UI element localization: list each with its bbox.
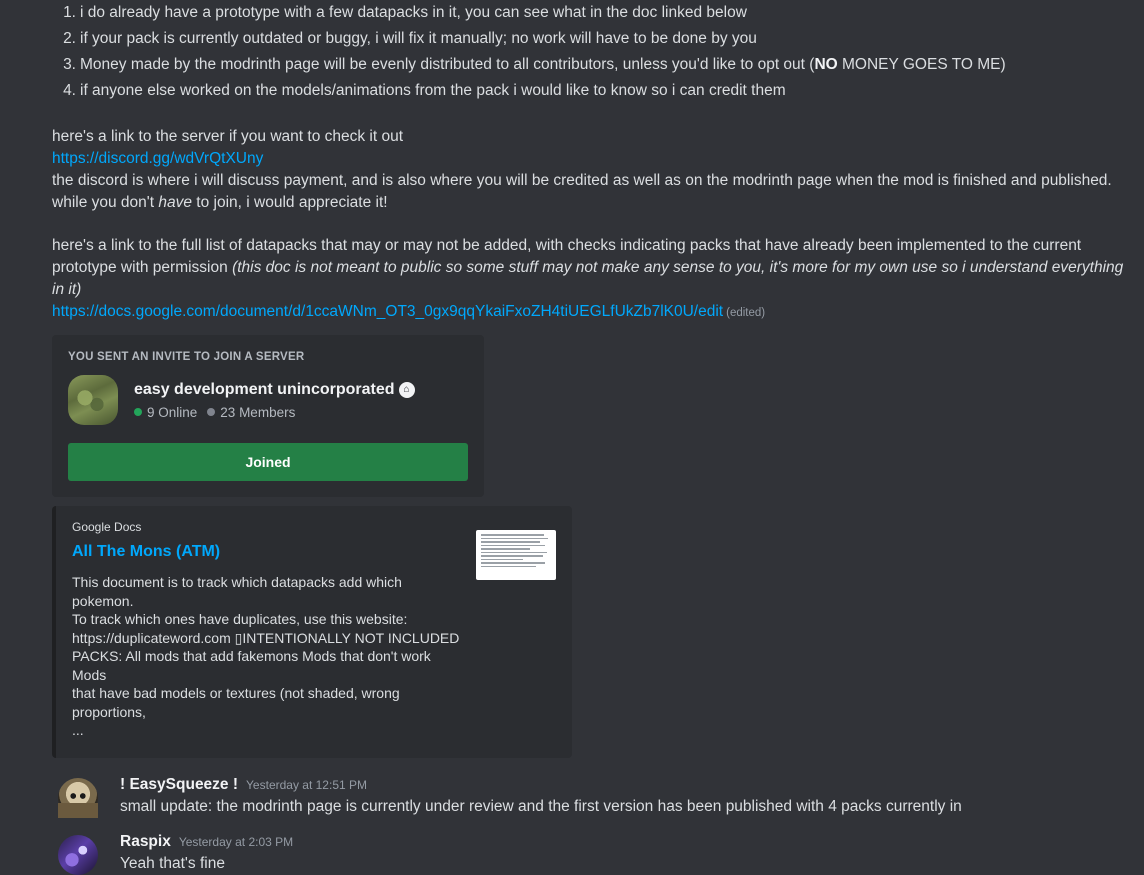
doc-intro-emphasis: (this doc is not meant to public so some stuff may not make any sense to you, it's more for my own use so i understand everything in it) — [52, 259, 1124, 298]
invite-body — [68, 375, 468, 425]
edited-marker: (edited) — [726, 307, 766, 319]
members-count: 23 Members — [220, 404, 296, 420]
google-doc-link[interactable]: https://docs.google.com/document/d/1ccaWNm_OT3_0gx9qqYkaiFxoZH4tiUEGLfUkZb7lK0U/edit — [52, 303, 724, 320]
chat-message — [52, 766, 1128, 818]
embed-provider-name: Google Docs — [72, 520, 142, 534]
discord-invite-link[interactable]: https://discord.gg/wdVrQtXUny — [52, 150, 264, 167]
list-number: 1. — [63, 4, 76, 21]
thumbnail-lines — [476, 530, 556, 571]
list-item-text: if anyone else worked on the models/animations from the pack i would like to know so i can credit them — [80, 82, 786, 99]
list-item — [63, 0, 1128, 26]
embed-description: This document is to track which datapacks add which pokemon. To track which ones have duplicates, use this website: https://duplicateword.com ▯INTENTIONALLY NOT INCLUDED PACKS: All mods that add fakemons Mods that don't work Mods that have bad models or textures (not shaded, wrong proportions, ... — [72, 574, 460, 738]
invite-header-label: YOU SENT AN INVITE TO JOIN A SERVER — [68, 351, 305, 363]
list-item-text: if your pack is currently outdated or buggy, i will fix it manually; no work will have to be done by you — [80, 30, 757, 47]
avatar-gutter — [52, 776, 104, 818]
list-item — [63, 52, 1128, 78]
server-icon — [68, 375, 118, 425]
message-author[interactable]: ! EasySqueeze ! — [120, 775, 239, 793]
server-invite-embed — [52, 335, 484, 497]
numbered-list — [52, 0, 1128, 104]
discord-note-pre: the discord is where i will discuss payment, and is also where you will be credited as well as on the modrinth page when the mod is finished and published. while you don't — [52, 172, 1112, 211]
invite-name-row — [134, 381, 415, 399]
embed-thumbnail[interactable] — [476, 530, 556, 580]
message-header — [120, 776, 1128, 794]
list-item — [63, 78, 1128, 104]
doc-link-row — [52, 301, 1128, 323]
paragraph-spacer-2 — [52, 214, 1128, 235]
message-timestamp: Yesterday at 2:03 PM — [178, 834, 294, 849]
message-body — [120, 833, 1128, 875]
discord-note-text — [52, 170, 1128, 214]
message-timestamp: Yesterday at 12:51 PM — [246, 777, 367, 792]
doc-intro-pre: here's a link to the full list of datapacks that may or may not be added, with checks indicating packs that have already been implemented to the current prototype with permission — [52, 237, 1082, 276]
message-author[interactable]: Raspix — [120, 832, 171, 850]
list-item-text-bold: NO — [814, 56, 838, 73]
message-body — [120, 776, 1128, 818]
google-doc-embed — [52, 506, 572, 758]
list-number: 4. — [63, 82, 76, 99]
join-server-button[interactable]: Joined — [68, 443, 468, 481]
list-number: 2. — [63, 30, 76, 47]
online-stat — [134, 405, 197, 420]
message-text: small update: the modrinth page is currently under review and the first version has been published with 4 packs currently in — [120, 797, 962, 815]
avatar[interactable] — [58, 835, 98, 875]
message-text: Yeah that's fine — [120, 854, 225, 872]
verified-badge-icon: ⌂ — [399, 382, 415, 398]
members-stat — [207, 405, 295, 420]
server-name: easy development unincorporated — [134, 380, 395, 398]
message-header — [120, 833, 1128, 851]
paragraph-spacer — [52, 104, 1128, 126]
avatar[interactable] — [58, 778, 98, 818]
avatar-gutter — [52, 833, 104, 875]
invite-stats — [134, 405, 415, 420]
list-item-text-post: MONEY GOES TO ME) — [837, 56, 1006, 73]
discord-note-post: to join, i would appreciate it! — [191, 194, 388, 211]
doc-intro-text — [52, 235, 1128, 301]
discord-note-emphasis: have — [158, 194, 192, 211]
server-intro-text: here's a link to the server if you want to check it out — [52, 128, 404, 145]
chat-message — [52, 823, 1128, 875]
list-item-text-pre: Money made by the modrinth page will be evenly distributed to all contributors, unless you'd like to opt out ( — [80, 56, 815, 73]
embed-title-link[interactable]: All The Mons (ATM) — [72, 543, 221, 560]
members-dot-icon — [207, 408, 215, 416]
online-dot-icon — [134, 408, 142, 416]
invite-info — [134, 381, 415, 420]
list-item — [63, 26, 1128, 52]
online-count: 9 Online — [147, 404, 198, 420]
list-item-text: i do already have a prototype with a few datapacks in it, you can see what in the doc linked below — [80, 4, 747, 21]
list-number: 3. — [63, 56, 76, 73]
